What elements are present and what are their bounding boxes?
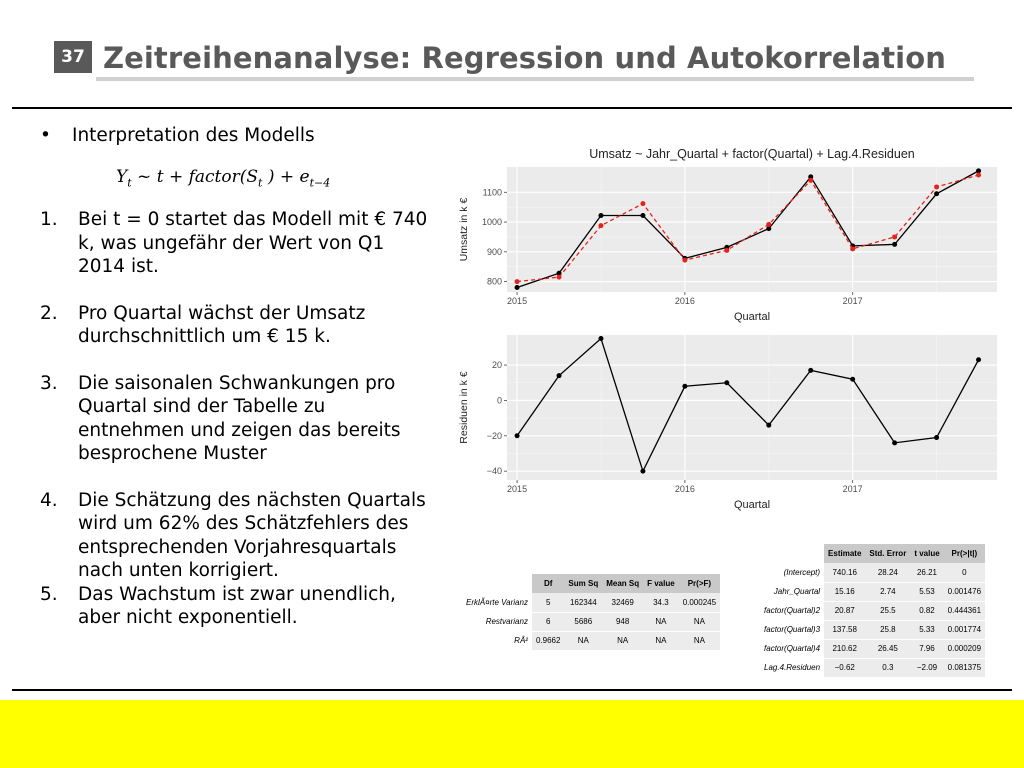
residuals-chart [455,330,1015,515]
table-cell: 0.081375 [944,658,985,677]
data-point [515,433,520,438]
column-header: Pr(>|t|) [944,544,985,563]
table-header-row [760,544,985,563]
table-cell: 0.3 [865,658,910,677]
column-header: Pr(>F) [679,574,720,593]
table-cell: 740.16 [824,563,865,582]
data-point [934,435,939,440]
text-column [40,124,435,630]
row-label: RÂ² [462,631,532,650]
table-cell: −0.62 [824,658,865,677]
table-cell: 20.87 [824,601,865,620]
x-tick-label: 2016 [674,484,695,494]
data-point [557,275,562,280]
revenue-chart [455,140,1015,328]
coefficient-table [760,544,985,678]
data-point [724,380,729,385]
data-point [598,223,603,228]
data-point [808,178,813,183]
table-cell: NA [643,631,679,650]
column-header [760,544,824,563]
table-row [760,658,985,677]
y-tick-label: 900 [486,246,502,257]
y-tick-label: 20 [491,360,502,371]
x-tick-label: 2015 [507,484,528,494]
data-point [766,222,771,227]
x-axis-label: Quartal [733,311,771,323]
anova-table [462,574,720,651]
bullet-dot: • [40,125,51,146]
data-point [557,373,562,378]
table-cell: 0.82 [910,601,943,620]
table-cell: 948 [602,612,643,631]
x-tick-label: 2016 [674,296,695,306]
column-header: F value [643,574,679,593]
table-cell: 26.21 [910,563,943,582]
column-header: Df [532,574,564,593]
table-cell: 25.5 [865,601,910,620]
table-cell: 0 [944,563,985,582]
table-row [462,631,720,650]
table-cell: 0.444361 [944,601,985,620]
table-cell: 34.3 [643,593,679,612]
data-point [640,469,645,474]
column-header [462,574,532,593]
table-row [462,593,720,612]
x-tick-label: 2017 [842,484,863,494]
table-cell: 0.001476 [944,582,985,601]
table-cell: 6 [532,612,564,631]
table-cell: 0.000245 [679,593,720,612]
bullet-item [40,124,435,148]
y-axis-label: Residuen in k € [458,371,470,444]
x-axis-label: Quartal [733,499,771,511]
table-row [760,620,985,639]
data-point [892,234,897,239]
table-row [462,612,720,631]
data-point [640,201,645,206]
table-cell: 210.62 [824,639,865,658]
list-item: 5. Das Wachstum ist zwar unendlich, aber nicht exponentiell. [40,583,396,629]
data-point [724,248,729,253]
data-point [934,191,939,196]
bullet-text: Interpretation des Modells [72,125,315,146]
y-tick-label: 1100 [482,187,502,198]
data-point [808,368,813,373]
data-point [640,213,645,218]
row-label: factor(Quartal)2 [760,601,824,620]
table-row [760,563,985,582]
table-cell: 2.74 [865,582,910,601]
model-formula: $Y_t$ ~ $t + factor(S_t$ ) + $e_{t-4}$ [116,166,331,189]
row-label: Lag.4.Residuen [760,658,824,677]
data-point [850,246,855,251]
x-tick-label: 2017 [842,296,863,306]
data-point [598,336,603,341]
column-header: Mean Sq [602,574,643,593]
table-cell: NA [564,631,602,650]
list-item: 3. Die saisonalen Schwankungen pro Quartal sind der Tabelle zu entnehmen und zeigen das bereits besprochene Muster [40,372,401,465]
table-cell: 7.96 [910,639,943,658]
y-tick-label: −40 [486,466,502,477]
table-cell: 25.8 [865,620,910,639]
slide-number: 37 [54,41,92,73]
table-cell: 26.45 [865,639,910,658]
data-point [682,384,687,389]
data-point [976,173,981,178]
data-point [934,184,939,189]
table-cell: 28.24 [865,563,910,582]
table-cell: 32469 [602,593,643,612]
table-header-row [462,574,720,593]
data-point [598,213,603,218]
data-point [850,377,855,382]
data-point [515,279,520,284]
table-row [760,601,985,620]
top-divider [12,107,1012,109]
column-header: Estimate [824,544,865,563]
footer-bar [0,700,1024,768]
row-label: factor(Quartal)4 [760,639,824,658]
data-point [766,423,771,428]
list-item: 2. Pro Quartal wächst der Umsatz durchschnittlich um € 15 k. [40,302,366,348]
table-cell: 137.58 [824,620,865,639]
row-label: ErklÃ¤rte Varianz [462,593,532,612]
data-point [892,242,897,247]
y-tick-label: 0 [496,395,502,406]
table-cell: 15.16 [824,582,865,601]
list-item: 1. Bei t = 0 startet das Modell mit € 740 k, was ungefähr der Wert von Q1 2014 ist. [40,209,428,278]
row-label: factor(Quartal)3 [760,620,824,639]
y-tick-label: 800 [486,276,502,287]
data-point [515,285,520,290]
row-label: Jahr_Quartal [760,582,824,601]
table-cell: NA [602,631,643,650]
table-row [760,582,985,601]
row-label: (Intercept) [760,563,824,582]
y-tick-label: 1000 [481,217,502,228]
x-tick-label: 2015 [507,296,528,306]
data-point [976,357,981,362]
table-cell: NA [643,612,679,631]
chart-title: Umsatz ~ Jahr_Quartal + factor(Quartal) + Lag.4.Residuen [589,147,915,161]
column-header: t value [910,544,943,563]
table-cell: NA [679,612,720,631]
plot-panel [507,167,997,292]
table-cell: 5.33 [910,620,943,639]
slide-title: Zeitreihenanalyse: Regression und Autokorrelation [103,41,946,75]
column-header: Sum Sq [564,574,602,593]
table-row [760,639,985,658]
y-tick-label: −20 [486,430,502,441]
list-item: 4. Die Schätzung des nächsten Quartals wird um 62% des Schätzfehlers des entsprechenden Vorjahresquartals nach unten korrigiert. [40,489,426,582]
bottom-divider [12,689,1012,691]
data-point [892,440,897,445]
table-cell: 162344 [564,593,602,612]
column-header: Std. Error [865,544,910,563]
table-cell: 5686 [564,612,602,631]
row-label: Restvarianz [462,612,532,631]
table-cell: 5 [532,593,564,612]
table-cell: 5.53 [910,582,943,601]
table-cell: 0.000209 [944,639,985,658]
data-point [682,258,687,263]
table-cell: 0.001774 [944,620,985,639]
table-cell: −2.09 [910,658,943,677]
table-cell: NA [679,631,720,650]
title-underline [96,77,974,81]
y-axis-label: Umsatz in k € [458,197,470,262]
table-cell: 0.9662 [532,631,564,650]
